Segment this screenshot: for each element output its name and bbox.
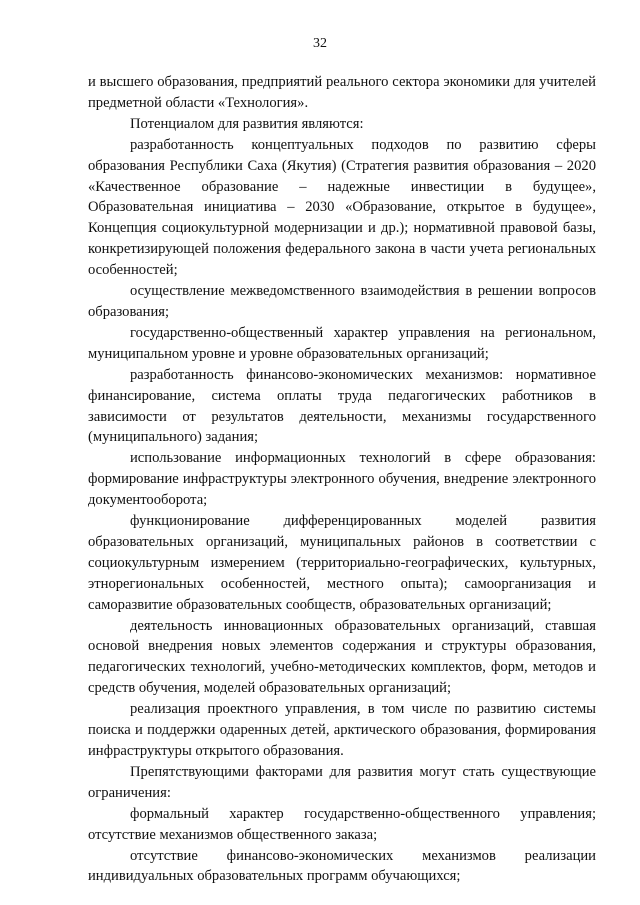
- paragraph-continuation: и высшего образования, предприятий реального сектора экономики для учителей предметной области «Технология».: [88, 74, 596, 111]
- paragraph-item: формальный характер государственно-общественного управления; отсутствие механизмов общественного заказа;: [88, 805, 596, 843]
- paragraph-item: функционирование дифференцированных моделей развития образовательных организаций, муниципальных районов в соответствии с социокультурным измерением (территориально-географических, культурных, этнорегиональных особенностей, местного опыта); самоорганизация и саморазвитие образовательных сообществ, образовательных организаций;: [88, 513, 596, 613]
- page-number: 32: [313, 36, 327, 51]
- paragraph-item: государственно-общественный характер управления на региональном, муниципальном уровне и уровне образовательных организаций;: [88, 324, 596, 362]
- paragraph-item: отсутствие финансово-экономических механизмов реализации индивидуальных образовательных программ обучающихся;: [88, 847, 596, 885]
- document-body: [88, 72, 596, 887]
- paragraph-item: использование информационных технологий в сфере образования: формирование инфраструктуры электронного обучения, внедрение электронного документооборота;: [88, 450, 596, 509]
- paragraph-item: осуществление межведомственного взаимодействия в решении вопросов образования;: [88, 283, 596, 320]
- paragraph-item: разработанность концептуальных подходов по развитию сферы образования Республики Саха (Якутия) (Стратегия развития образования – 2020 «Качественное образование – надежные инвестиции в будущее», Образовательная инициатива – 2030 «Образование, открытое в будущее», Концепция социокультурной модернизации и др.); нормативной правовой базы, конкретизирующей положения федерального закона в части учета региональных особенностей;: [88, 136, 596, 279]
- paragraph-constraints-heading: Препятствующими факторами для развития могут стать существующие ограничения:: [88, 763, 596, 801]
- paragraph-potential-heading: Потенциалом для развития являются:: [130, 115, 364, 132]
- paragraph-item: реализация проектного управления, в том числе по развитию системы поиска и поддержки одаренных детей, арктического образования, формирования инфраструктуры открытого образования.: [88, 701, 596, 759]
- paragraph-item: деятельность инновационных образовательных организаций, ставшая основой внедрения новых элементов содержания и структуры образования, педагогических технологий, учебно-методических комплектов, форм, методов и средств обучения, моделей образовательных организаций;: [88, 617, 596, 697]
- paragraph-item: разработанность финансово-экономических механизмов: нормативное финансирование, система оплаты труда педагогических работников в зависимости от результатов деятельности, механизмы государственного (муниципального) задания;: [88, 366, 596, 446]
